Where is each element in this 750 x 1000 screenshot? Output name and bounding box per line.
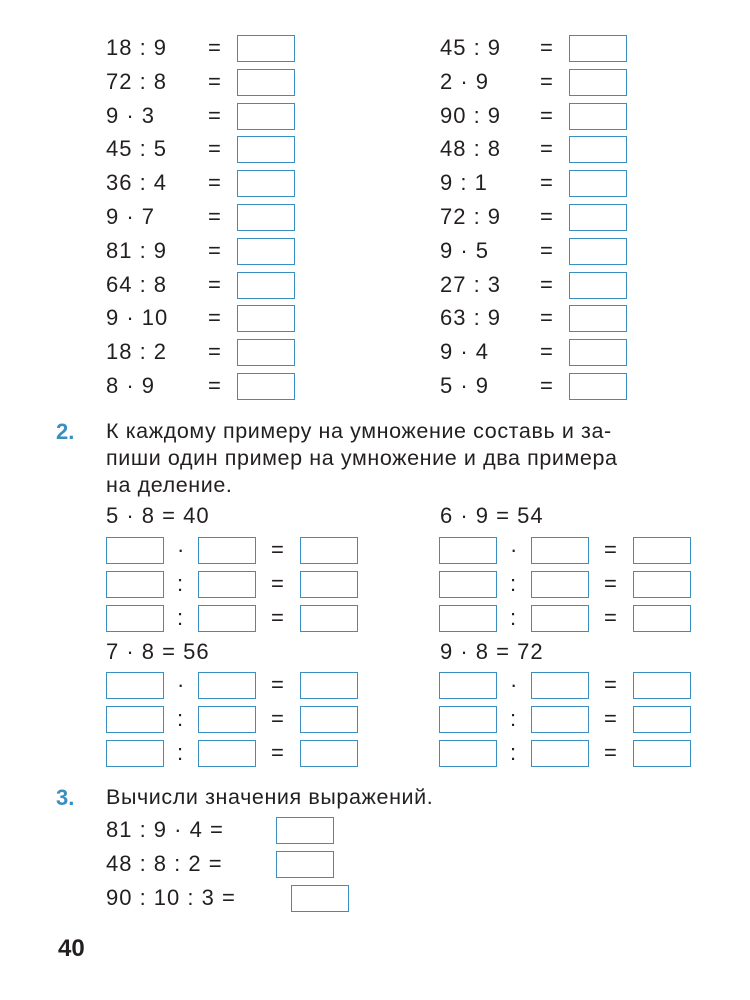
answer-box[interactable]: [300, 706, 358, 733]
task1-example: 18 : 2: [106, 339, 168, 365]
answer-box[interactable]: [198, 672, 256, 699]
answer-box[interactable]: [569, 35, 627, 62]
answer-box[interactable]: [198, 706, 256, 733]
task1-example: 72 : 9: [440, 204, 502, 229]
equals-sign: =: [271, 571, 284, 596]
equals-sign: =: [271, 706, 284, 731]
task1-example: 64 : 8: [106, 271, 168, 297]
answer-box[interactable]: [439, 706, 497, 733]
operator-sign: :: [177, 571, 184, 596]
answer-box[interactable]: [439, 740, 497, 767]
equals-sign: =: [604, 605, 617, 630]
equals-sign: =: [540, 237, 553, 263]
task3-expression-2: 48 : 8 : 2 =: [106, 851, 223, 876]
page-number: 40: [58, 935, 85, 962]
equals-sign: =: [540, 170, 553, 196]
operator-sign: ·: [177, 672, 185, 697]
answer-box[interactable]: [633, 706, 691, 733]
answer-box[interactable]: [531, 605, 589, 632]
task1-example: 9 · 5: [440, 237, 490, 263]
equals-sign: =: [540, 271, 553, 297]
answer-box[interactable]: [106, 571, 164, 598]
task1-example: 9 · 3: [106, 102, 156, 128]
answer-box[interactable]: [633, 740, 691, 767]
answer-box[interactable]: [439, 537, 497, 564]
answer-box[interactable]: [237, 373, 295, 400]
answer-box[interactable]: [237, 69, 295, 96]
equals-sign: =: [604, 571, 617, 596]
equals-sign: =: [208, 271, 221, 297]
operator-sign: :: [510, 571, 517, 596]
answer-box[interactable]: [237, 35, 295, 62]
equals-sign: =: [540, 204, 553, 229]
answer-box[interactable]: [237, 238, 295, 265]
answer-box[interactable]: [569, 238, 627, 265]
equals-sign: =: [208, 204, 221, 229]
equals-sign: =: [208, 373, 221, 398]
answer-box[interactable]: [198, 571, 256, 598]
task2-text-line-3: на деление.: [106, 473, 233, 497]
operator-sign: ·: [177, 537, 185, 562]
operator-sign: :: [177, 740, 184, 765]
task1-example: 90 : 9: [440, 102, 502, 128]
equals-sign: =: [208, 339, 221, 365]
equals-sign: =: [271, 740, 284, 765]
equals-sign: =: [604, 672, 617, 697]
operator-sign: :: [510, 740, 517, 765]
operator-sign: :: [510, 605, 517, 630]
answer-box[interactable]: [439, 571, 497, 598]
answer-box[interactable]: [291, 885, 349, 912]
task1-example: 72 : 8: [106, 68, 168, 94]
task1-example: 9 : 1: [440, 170, 488, 196]
answer-box[interactable]: [569, 272, 627, 299]
task1-example: 9 · 10: [106, 305, 169, 331]
equals-sign: =: [271, 605, 284, 630]
answer-box[interactable]: [531, 537, 589, 564]
answer-box[interactable]: [300, 571, 358, 598]
answer-box[interactable]: [106, 672, 164, 699]
answer-box[interactable]: [237, 103, 295, 130]
answer-box[interactable]: [237, 170, 295, 197]
equals-sign: =: [604, 706, 617, 731]
task3-expression-1: 81 : 9 · 4 =: [106, 817, 224, 842]
answer-box[interactable]: [198, 605, 256, 632]
equals-sign: =: [540, 136, 553, 162]
equals-sign: =: [604, 537, 617, 562]
answer-box[interactable]: [198, 537, 256, 564]
answer-box[interactable]: [569, 136, 627, 163]
task3-text: Вычисли значения выражений.: [106, 785, 434, 809]
answer-box[interactable]: [237, 136, 295, 163]
answer-box[interactable]: [531, 706, 589, 733]
answer-box[interactable]: [106, 537, 164, 564]
operator-sign: ·: [510, 672, 518, 697]
task1-example: 2 · 9: [440, 68, 490, 94]
task2-example-4: 9 · 8 = 72: [440, 639, 544, 664]
operator-sign: :: [177, 706, 184, 731]
answer-box[interactable]: [569, 305, 627, 332]
answer-box[interactable]: [237, 204, 295, 231]
task1-example: 18 : 9: [106, 35, 168, 60]
task2-example-3: 7 · 8 = 56: [106, 639, 210, 664]
equals-sign: =: [208, 68, 221, 94]
equals-sign: =: [208, 170, 221, 196]
equals-sign: =: [208, 237, 221, 263]
equals-sign: =: [271, 537, 284, 562]
task3-expression-3: 90 : 10 : 3 =: [106, 885, 236, 910]
answer-box[interactable]: [531, 571, 589, 598]
task1-example: 9 · 4: [440, 339, 490, 365]
answer-box[interactable]: [569, 373, 627, 400]
task2-example-1: 5 · 8 = 40: [106, 503, 210, 528]
task1-example: 5 · 9: [440, 373, 490, 398]
equals-sign: =: [208, 305, 221, 331]
answer-box[interactable]: [106, 740, 164, 767]
task2-example-2: 6 · 9 = 54: [440, 503, 544, 528]
answer-box[interactable]: [569, 339, 627, 366]
equals-sign: =: [271, 672, 284, 697]
operator-sign: :: [177, 605, 184, 630]
answer-box[interactable]: [300, 605, 358, 632]
answer-box[interactable]: [106, 706, 164, 733]
answer-box[interactable]: [276, 851, 334, 878]
answer-box[interactable]: [569, 170, 627, 197]
answer-box[interactable]: [300, 537, 358, 564]
task1-example: 63 : 9: [440, 305, 502, 331]
equals-sign: =: [604, 740, 617, 765]
task1-example: 48 : 8: [440, 136, 502, 162]
task1-example: 45 : 5: [106, 136, 168, 162]
answer-box[interactable]: [237, 272, 295, 299]
answer-box[interactable]: [633, 672, 691, 699]
equals-sign: =: [540, 305, 553, 331]
answer-box[interactable]: [531, 740, 589, 767]
equals-sign: =: [540, 35, 553, 60]
task1-example: 81 : 9: [106, 237, 168, 263]
answer-box[interactable]: [633, 605, 691, 632]
answer-box[interactable]: [569, 69, 627, 96]
answer-box[interactable]: [569, 204, 627, 231]
task2-number: 2.: [56, 419, 75, 444]
task1-example: 8 · 9: [106, 373, 156, 398]
equals-sign: =: [540, 102, 553, 128]
answer-box[interactable]: [276, 817, 334, 844]
task1-example: 36 : 4: [106, 170, 168, 196]
answer-box[interactable]: [569, 103, 627, 130]
task1-example: 27 : 3: [440, 271, 502, 297]
equals-sign: =: [540, 373, 553, 398]
equals-sign: =: [208, 102, 221, 128]
task3-number: 3.: [56, 785, 75, 810]
equals-sign: =: [208, 35, 221, 60]
answer-box[interactable]: [633, 571, 691, 598]
operator-sign: ·: [510, 537, 518, 562]
answer-box[interactable]: [439, 672, 497, 699]
answer-box[interactable]: [300, 672, 358, 699]
task2-text-line-2: пиши один пример на умножение и два примера: [106, 446, 618, 470]
answer-box[interactable]: [439, 605, 497, 632]
answer-box[interactable]: [198, 740, 256, 767]
equals-sign: =: [208, 136, 221, 162]
operator-sign: :: [510, 706, 517, 731]
answer-box[interactable]: [633, 537, 691, 564]
task1-example: 45 : 9: [440, 35, 502, 60]
answer-box[interactable]: [106, 605, 164, 632]
equals-sign: =: [540, 68, 553, 94]
task2-text-line-1: К каждому примеру на умножение составь и за-: [106, 419, 612, 443]
answer-box[interactable]: [531, 672, 589, 699]
equals-sign: =: [540, 339, 553, 365]
answer-box[interactable]: [237, 339, 295, 366]
task1-example: 9 · 7: [106, 204, 156, 229]
answer-box[interactable]: [237, 305, 295, 332]
answer-box[interactable]: [300, 740, 358, 767]
